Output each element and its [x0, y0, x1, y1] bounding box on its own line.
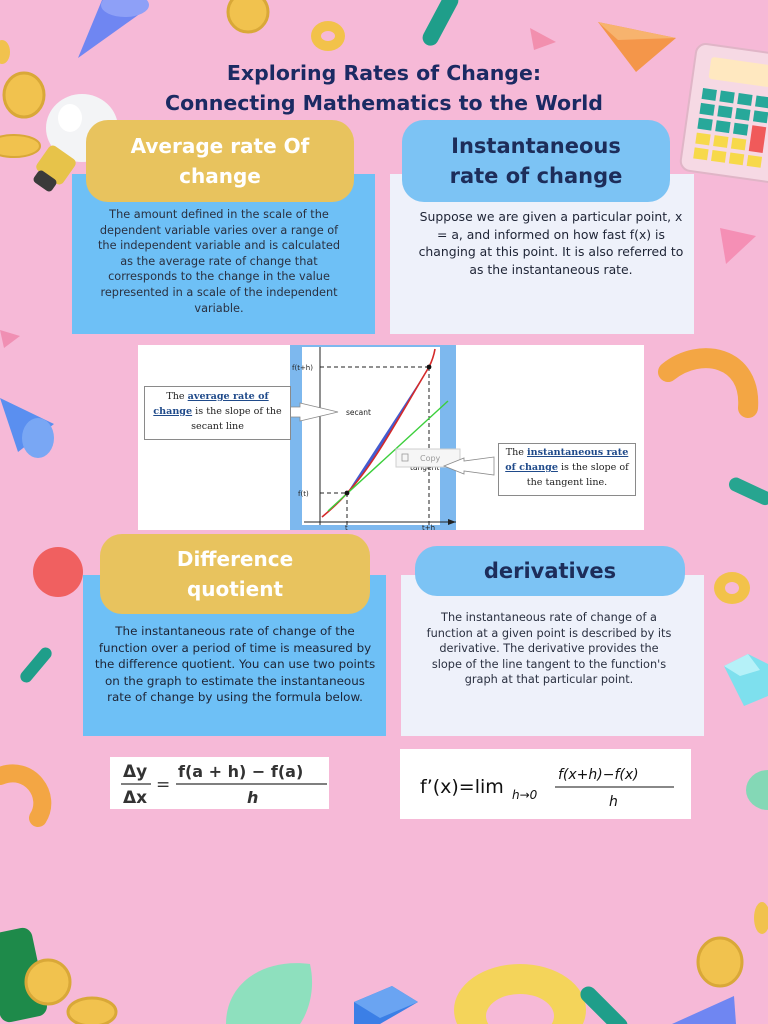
- copy-tooltip-label: Copy: [420, 454, 441, 463]
- hemisphere-decoration: [226, 963, 312, 1024]
- coin-decoration: [754, 902, 768, 934]
- difference-quotient-text: The instantaneous rate of change of the function over a period of time is measured by the difference quotient. You can use two points on the graph to estimate the instantaneous rate of change by using the formula below.: [94, 624, 376, 705]
- hemisphere-decoration: [746, 770, 768, 810]
- instantaneous-rate-heading-line-2: rate of change: [449, 164, 623, 188]
- average-callout-link-2[interactable]: change: [153, 406, 193, 417]
- average-rate-heading: [86, 120, 354, 202]
- label-t: t: [345, 524, 348, 530]
- average-callout-line-3: secant line: [191, 421, 244, 432]
- average-callout-line-1: [145, 389, 290, 404]
- title-line-1: Exploring Rates of Change:: [226, 61, 542, 85]
- derivative-formula-graphic: [400, 749, 691, 819]
- label-secant: secant: [346, 408, 371, 417]
- cone-decoration: [0, 398, 54, 458]
- cone-decoration: [672, 996, 736, 1024]
- coin-decoration: [68, 998, 116, 1024]
- instantaneous-callout-link[interactable]: instantaneous rate: [527, 447, 629, 458]
- point-t: [345, 491, 350, 496]
- instantaneous-rate-callout: [498, 443, 636, 496]
- label-ft-plus-h: f(t+h): [292, 364, 313, 372]
- average-callout-link[interactable]: average rate of: [187, 391, 269, 402]
- title-line-2: Connecting Mathematics to the World: [165, 91, 603, 115]
- instantaneous-callout-pre: The: [505, 447, 527, 458]
- triangle-decoration: [0, 330, 20, 348]
- cone-decoration: [720, 228, 756, 264]
- ring-decoration: [714, 572, 750, 604]
- label-ft: f(t): [298, 490, 309, 498]
- derivatives-text: The instantaneous rate of change of a function at a given point is described by its derivative. The derivative provides the slope of the line tangent to the function's graph at that particular point.: [426, 611, 672, 687]
- point-t-plus-h: [427, 365, 432, 370]
- instantaneous-callout-line-2: [499, 460, 635, 475]
- formula-denominator: h: [247, 788, 259, 807]
- derivative-limit-subscript: h→0: [512, 788, 538, 802]
- derivatives-heading: [415, 546, 685, 596]
- diamond-decoration: [724, 654, 768, 706]
- arc-decoration: [0, 773, 42, 818]
- cube-decoration: [354, 986, 418, 1024]
- label-t-plus-h: t+h: [422, 524, 436, 530]
- ball-decoration: [33, 547, 83, 597]
- difference-quotient-heading-line-2: quotient: [186, 577, 284, 601]
- instantaneous-callout-line-1: [499, 445, 635, 460]
- difference-quotient-heading: [100, 534, 370, 614]
- average-rate-callout: [144, 386, 291, 440]
- poster-title: [0, 58, 768, 118]
- instantaneous-callout-post: is the slope of: [557, 462, 629, 473]
- average-rate-text: The amount defined in the scale of the dependent variable varies over a range of the independent variable and is calculated as the average rate of change that corresponds to the change in the value represented in a scale of the independent variable.: [97, 208, 340, 315]
- formula-equals: =: [156, 775, 171, 795]
- instantaneous-rate-heading-line-1: Instantaneous: [451, 134, 621, 158]
- rod-decoration: [727, 475, 768, 507]
- formula-numerator: f(a + h) − f(a): [178, 762, 304, 781]
- derivative-prefix: f’(x)=lim: [420, 776, 504, 798]
- instantaneous-rate-text: Suppose we are given a particular point, x = a, and informed on how fast f(x) is changing at this point. It is also referred to as the instantaneous rate.: [418, 209, 684, 277]
- rod-decoration: [18, 645, 54, 685]
- average-rate-heading-line-2: change: [179, 164, 261, 188]
- formula-delta-x: Δx: [123, 788, 148, 808]
- cone-decoration: [78, 0, 149, 58]
- formula-delta-y: Δy: [123, 762, 148, 782]
- derivative-denominator: h: [609, 794, 618, 810]
- graph-plot-area: [302, 347, 440, 525]
- average-callout-post: is the slope of the: [192, 406, 282, 417]
- instantaneous-callout-line-3: the tangent line.: [526, 477, 608, 488]
- arc-decoration: [668, 358, 748, 408]
- coin-decoration: [228, 0, 268, 32]
- average-callout-pre: The: [166, 391, 188, 402]
- rod-decoration: [420, 0, 461, 48]
- derivative-formula: [400, 749, 691, 819]
- average-callout-line-2: [145, 404, 290, 419]
- triangle-decoration: [530, 28, 556, 50]
- coin-decoration: [0, 135, 40, 157]
- coin-decoration: [698, 938, 742, 986]
- instantaneous-rate-heading: [402, 120, 670, 202]
- difference-quotient-formula-graphic: [110, 757, 329, 809]
- difference-quotient-heading-line-1: Difference: [176, 547, 294, 571]
- derivative-numerator: f(x+h)−f(x): [558, 767, 639, 783]
- average-rate-heading-line-1: Average rate Of: [130, 134, 310, 158]
- rate-of-change-diagram: [138, 345, 644, 530]
- ring-decoration: [311, 21, 345, 51]
- money-decoration: [0, 926, 70, 1024]
- ring-decoration: [454, 964, 586, 1024]
- difference-quotient-formula: [110, 757, 329, 809]
- derivatives-heading-label: derivatives: [483, 559, 617, 583]
- instantaneous-callout-link-2[interactable]: of change: [505, 462, 558, 473]
